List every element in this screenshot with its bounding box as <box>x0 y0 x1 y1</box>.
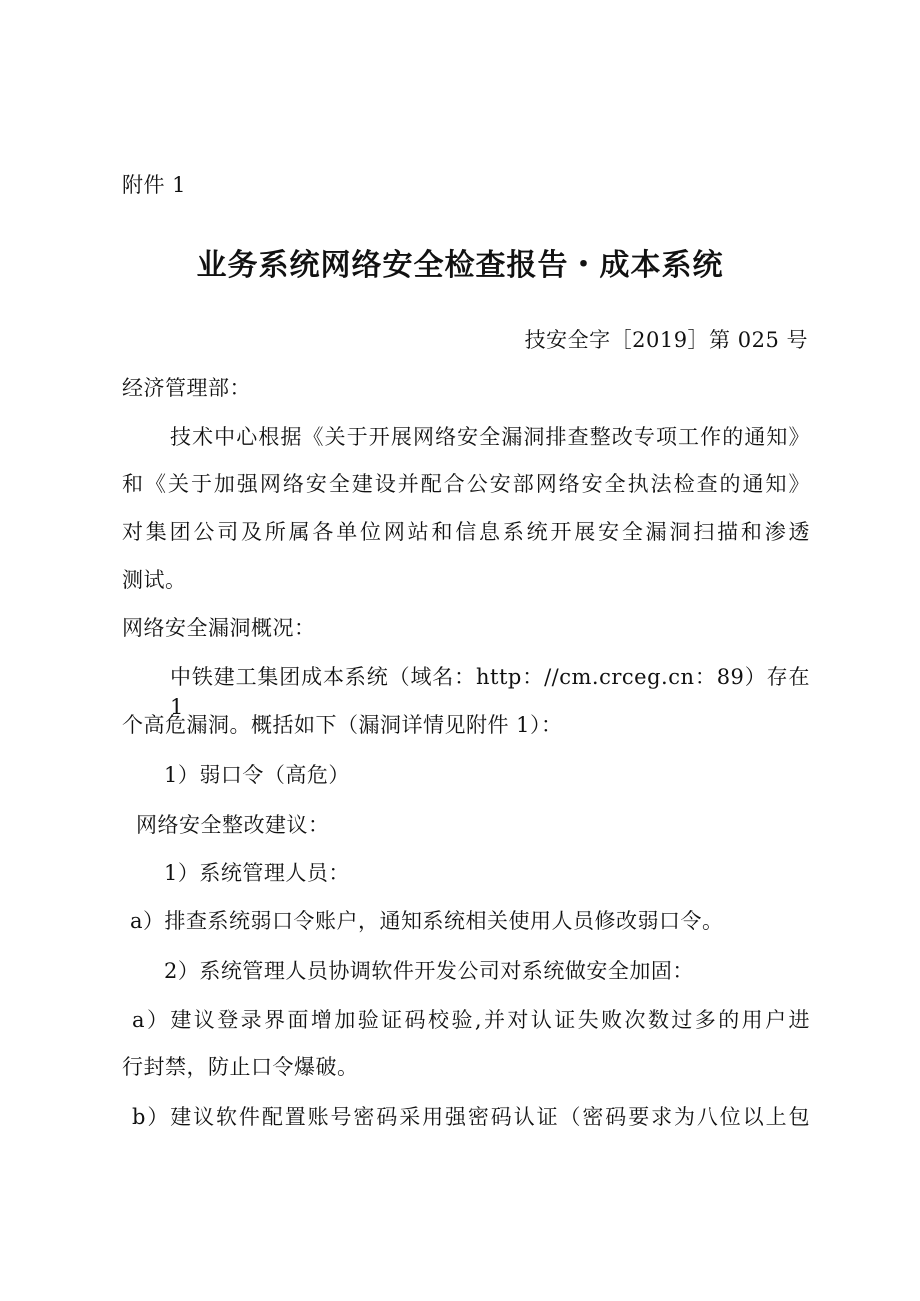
intro-line-4: 测试。 <box>122 568 187 592</box>
attachment-label: 附件 1 <box>122 173 187 197</box>
suggestions-heading: 网络安全整改建议： <box>136 813 330 837</box>
suggestion-item-1a: a）排查系统弱口令账户，通知系统相关使用人员修改弱口令。 <box>130 909 724 933</box>
suggestion-item-2b-line-1: b）建议软件配置账号密码采用强密码认证（密码要求为八位以上包 <box>132 1105 810 1129</box>
document-number: 技安全字［2019］第 025 号 <box>524 328 808 352</box>
recipient: 经济管理部： <box>122 376 251 400</box>
suggestion-item-1: 1）系统管理人员： <box>164 861 350 885</box>
intro-line-3: 对集团公司及所属各单位网站和信息系统开展安全漏洞扫描和渗透 <box>122 520 810 544</box>
suggestion-item-2: 2）系统管理人员协调软件开发公司对系统做安全加固： <box>164 959 694 983</box>
overview-item-1: 1）弱口令（高危） <box>164 763 350 787</box>
intro-line-2: 和《关于加强网络安全建设并配合公安部网络安全执法检查的通知》 <box>122 472 810 496</box>
overview-line-1: 中铁建工集团成本系统（域名：http：//cm.crceg.cn：89）存在 1 <box>170 665 810 719</box>
overview-line-2: 个高危漏洞。概括如下（漏洞详情见附件 1）： <box>122 713 563 737</box>
suggestion-item-2a-line-2: 行封禁，防止口令爆破。 <box>122 1055 359 1079</box>
document-title: 业务系统网络安全检查报告・成本系统 <box>196 248 724 283</box>
overview-heading: 网络安全漏洞概况： <box>122 616 316 640</box>
intro-line-1: 技术中心根据《关于开展网络安全漏洞排查整改专项工作的通知》 <box>170 425 810 449</box>
suggestion-item-2a-line-1: a）建议登录界面增加验证码校验,并对认证失败次数过多的用户进 <box>132 1008 810 1032</box>
